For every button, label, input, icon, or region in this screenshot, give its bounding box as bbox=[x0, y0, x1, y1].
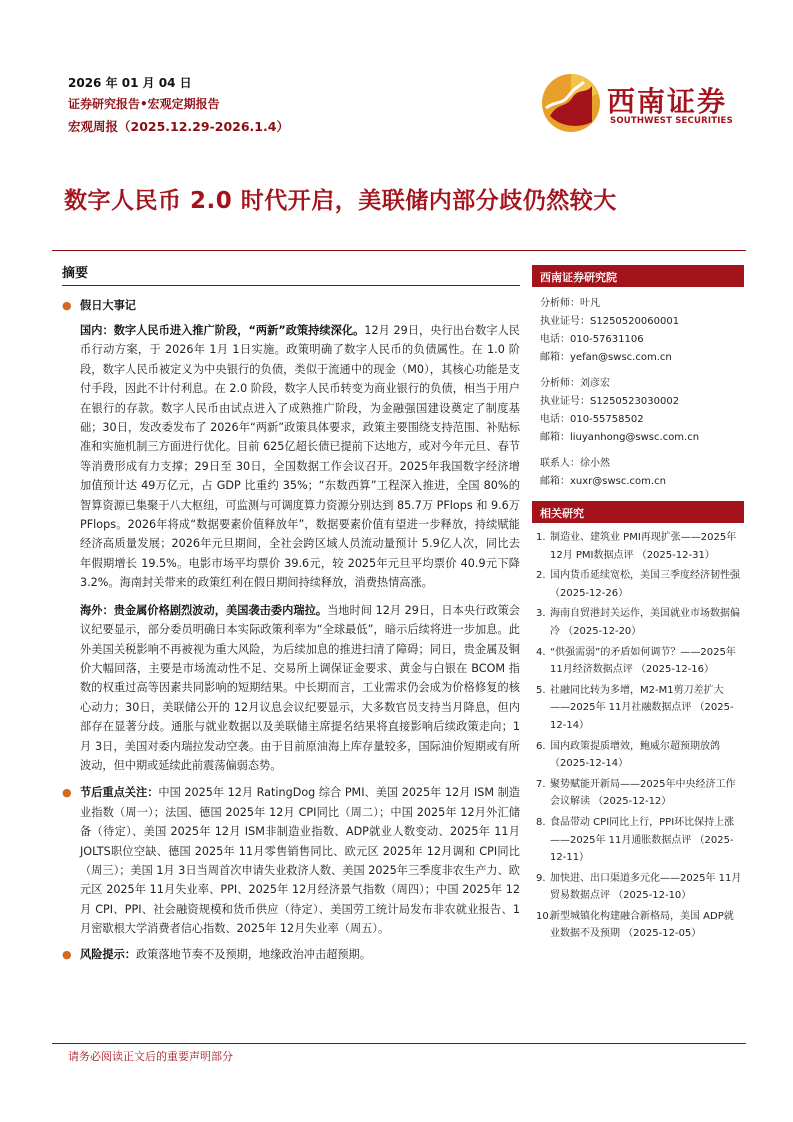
southwest-securities-logo-icon bbox=[540, 72, 602, 134]
company-logo bbox=[540, 72, 740, 134]
domestic-paragraph bbox=[80, 321, 520, 593]
related-research-header: 相关研究 bbox=[532, 501, 744, 523]
domestic-lead: 国内：数字人民币进入推广阶段，“两新”政策持续深化。 bbox=[80, 324, 365, 337]
bullet-dot-icon: ● bbox=[62, 947, 72, 961]
analyst-2-name: 分析师：刘彦宏 bbox=[540, 378, 610, 389]
list-item[interactable]: 5. 社融同比转为多增，M2-M1剪刀差扩大——2025年 11月社融数据点评 （2025-12-14） bbox=[536, 684, 734, 731]
list-item[interactable]: 10. 新型城镇化构建融合新格局，美国 ADP就业数据不及预期 （2025-12-05） bbox=[536, 910, 734, 940]
list-item[interactable]: 6. 国内政策提质增效，鲍威尔超预期放鸽 （2025-12-14） bbox=[536, 740, 720, 770]
report-type: 证券研究报告•宏观定期报告 bbox=[68, 97, 220, 111]
bullet-key-focus bbox=[62, 783, 520, 938]
logo-name-en: SOUTHWEST SECURITIES bbox=[610, 116, 733, 126]
list-item[interactable]: 2. 国内货币延续宽松，美国三季度经济韧性强 （2025-12-26） bbox=[536, 570, 740, 599]
domestic-body: 12月 29日，央行出台数字人民币行动方案，于 2026年 1月 1日实施。政策明确了数字人民币的负债属性。在 1.0 阶段，数字人民币被定义为中央银行的负债，类似于流通中的现金（M0），其核心功能是支付手段，因此不计付利息。在 2.0 阶段，数字人民币转变为商业银行的负债，相当于用户在银行的存款。数字人民币由试点进入了成熟推广阶段，为金融强国建设奠定了制度基础；30日，发改委发布了 2026年“两新”政策具体要求，政策主要围绕支持范围、补贴标准和实施机制三方面进行优化。目前 625亿超长债已提前下达地方，或对今年元旦、春节等消费形成有力支撑；29日至 30日，全国数据工作会议召开。2025年我国数字经济增加值预计达 49万亿元，占 GDP 比重约 35%；“东数西算”工程深入推进，全国 80%的智算资源已集聚于八大枢纽，可监测与可调度算力资源分别达到 85.7万 PFlops 和 9.6万 PFlops。2026年将成“数据要素价值释放年”，数据要素价值有望进一步释放，持续赋能经济高质量发展；2026年元旦期间，全社会跨区域人员流动量预计 5.9亿人次，同比去年假期增长 19.5%。电影市场平均票价 39.6元，较 2025年元旦平均票价 40.9元下降 3.2%。海南封关带来的政策红利在假日期间持续释放，消费热情高涨。 bbox=[80, 324, 520, 590]
analyst-1-name: 分析师：叶凡 bbox=[540, 298, 600, 309]
contact-email: 邮箱：xuxr@swsc.com.cn bbox=[540, 476, 666, 487]
abstract-divider bbox=[62, 285, 520, 286]
bullet-holiday-events bbox=[62, 296, 520, 315]
list-item[interactable]: 4. “供强需弱”的矛盾如何调节？——2025年 11月经济数据点评 （2025-12-16） bbox=[536, 646, 736, 676]
footer-divider bbox=[52, 1043, 746, 1044]
key-focus-lead: 节后重点关注： bbox=[80, 786, 159, 800]
bullet-dot-icon: ● bbox=[62, 786, 72, 800]
overseas-body: 当地时间 12月 29日，日本央行政策会议纪要显示，部分委员明确日本实际政策利率为“全球最低”，暗示后续将进一步加息。此外美国关税影响不再被视为重大风险，为后续加息的推进扫清了障碍；同日，贵金属及铜价大幅回落，主要是市场流动性不足、交易所上调保证金要求、黄金与白银在 BCOM 指数的权重过高等因素共同影响的短期结果。中长期而言，工业需求仍会成为价格修复的核心动力；30日，美联储公开的 12月议息会议纪要显示，大多数官员支持当月降息，但内部存在显著分歧。通胀与就业数据以及美联储主席提名结果将直接影响后续政策走向；1月 3日，美国对委内瑞拉发动空袭。由于目前原油海上库存量较多，国际油价短期或有所波动，但中期或延续此前震荡偏弱态势。 bbox=[80, 603, 520, 772]
institute-header: 西南证券研究院 bbox=[532, 265, 744, 287]
report-period: 宏观周报（2025.12.29-2026.1.4） bbox=[68, 119, 289, 134]
key-focus-paragraph bbox=[80, 783, 520, 938]
risk-body: 政策落地节奏不及预期，地缘政治冲击超预期。 bbox=[135, 947, 371, 961]
contact-name: 联系人：徐小然 bbox=[540, 458, 610, 469]
overseas-lead: 海外：贵金属价格剧烈波动，美国袭击委内瑞拉。 bbox=[80, 603, 328, 617]
related-research-list bbox=[532, 523, 744, 943]
analyst-1-phone: 电话：010-57631106 bbox=[540, 334, 644, 345]
analyst-1-cert: 执业证号：S1250520060001 bbox=[540, 316, 680, 327]
list-item[interactable]: 3. 海南自贸港封关运作，美国就业市场数据偏冷 （2025-12-20） bbox=[536, 608, 740, 637]
analyst-2-cert: 执业证号：S1250523030002 bbox=[540, 396, 680, 407]
overseas-paragraph bbox=[80, 601, 520, 776]
footer-disclaimer: 请务必阅读正文后的重要声明部分 bbox=[68, 1050, 233, 1063]
abstract-heading: 摘要 bbox=[62, 266, 89, 281]
bullet-risk bbox=[62, 945, 520, 964]
list-item[interactable]: 8. 食品带动 CPI同比上行，PPI环比保持上涨——2025年 11月通胀数据点评 （2025-12-11） bbox=[536, 816, 735, 864]
risk-paragraph bbox=[80, 945, 371, 964]
bullet-title: 假日大事记 bbox=[80, 299, 136, 312]
analyst-2-email: 邮箱：liuyanhong@swsc.com.cn bbox=[540, 432, 700, 443]
report-date: 2026 年 01 月 04 日 bbox=[68, 76, 192, 90]
sidebar bbox=[532, 265, 744, 946]
report-title: 数字人民币 2.0 时代开启，美联储内部分歧仍然较大 bbox=[64, 188, 617, 214]
bullet-dot-icon: ● bbox=[62, 299, 72, 312]
abstract-section bbox=[62, 262, 520, 970]
analyst-2-phone: 电话：010-55758502 bbox=[540, 414, 644, 425]
list-item[interactable]: 7. 聚势赋能开新局——2025年中央经济工作会议解读 （2025-12-12） bbox=[536, 778, 736, 808]
list-item[interactable]: 1. 制造业、建筑业 PMI再现扩张——2025年 12月 PMI数据点评 （2025-12-31） bbox=[536, 532, 737, 561]
risk-lead: 风险提示： bbox=[80, 947, 136, 961]
title-divider bbox=[52, 250, 746, 251]
key-focus-body: 中国 2025年 12月 RatingDog 综合 PMI、美国 2025年 12月 ISM 制造业指数（周一）；法国、德国 2025年 12月 CPI同比（周二）；中国 2025年 12月外汇储备（待定）、美国 2025年 12月 ISM非制造业指数、ADP就业人数变动、2025年 11月 JOLTS职位空缺、德国 2025年 11月零售销售同比、欧元区 2025年 12月调和 CPI同比（周三）；美国 1月 3日当周首次申请失业救济人数、美国 2025年三季度非农生产力、欧元区 2025年 11月失业率、PPI、2025年 12月经济景气指数（周四）；中国 2025年 12月 CPI、PPI、社会融资规模和货币供应（待定）、美国劳工统计局发布非农就业报告、1月密歇根大学消费者信心指数、2025年 12月失业率（周五）。 bbox=[80, 786, 520, 936]
analyst-1-email: 邮箱：yefan@swsc.com.cn bbox=[540, 352, 672, 363]
analyst-block bbox=[532, 287, 744, 491]
list-item[interactable]: 9. 加快进、出口渠道多元化——2025年 11月贸易数据点评 （2025-12-10） bbox=[536, 872, 742, 902]
logo-name-cn: 西南证券 bbox=[607, 85, 728, 118]
